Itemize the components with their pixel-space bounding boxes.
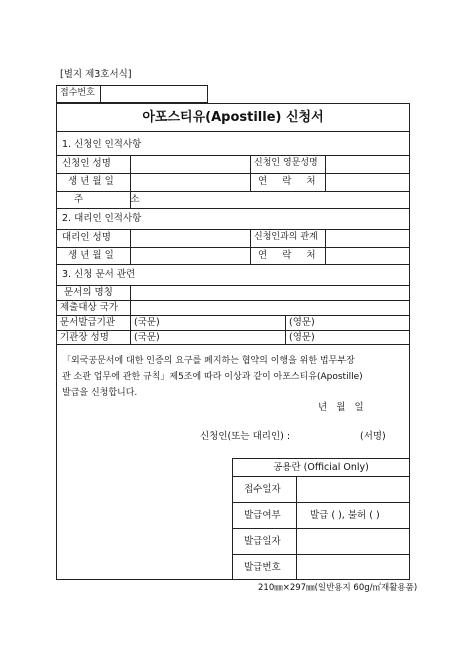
agent-name-field[interactable]	[132, 231, 248, 246]
issuing-agency-kor-field[interactable]	[168, 316, 283, 329]
applicant-birth-field[interactable]	[132, 175, 248, 190]
agent-birth-label: 생 년 월 일	[68, 250, 114, 261]
issue-status-options[interactable]: 발급 ( ), 불허 ( )	[310, 510, 380, 521]
issue-number-label: 발급번호	[244, 562, 281, 573]
target-country-field[interactable]	[132, 301, 408, 314]
official-use-heading: 공용란 (Official Only)	[273, 462, 369, 473]
issue-date-field[interactable]	[298, 530, 408, 552]
target-country-label: 제출대상 국가	[60, 302, 119, 313]
issue-status-label: 발급여부	[244, 510, 281, 521]
applicant-birth-label: 생 년 월 일	[68, 176, 114, 187]
form-title: 아포스티유(Apostille) 신청서	[142, 110, 324, 125]
section1-heading: 1. 신청인 인적사항	[62, 139, 142, 150]
section3-heading: 3. 신청 문서 관련	[62, 269, 136, 280]
applicant-contact-label: 연 락 처	[258, 176, 322, 187]
applicant-eng-name-field[interactable]	[327, 157, 408, 172]
application-date[interactable]: 년 월 일	[318, 402, 364, 413]
applicant-signature-label: 신청인(또는 대리인) :	[200, 431, 291, 442]
document-name-label: 문서의 명칭	[64, 287, 113, 298]
applicant-address-field[interactable]	[132, 193, 408, 208]
agency-head-kor-label: (국문)	[134, 332, 160, 343]
agency-head-eng-label: (영문)	[289, 332, 315, 343]
applicant-signature-field[interactable]	[300, 428, 358, 444]
received-date-label: 접수일자	[244, 484, 281, 495]
applicant-name-field[interactable]	[132, 157, 248, 172]
paper-size-note: 210㎜×297㎜(일반용지 60g/㎡재활용품)	[258, 583, 418, 593]
issuing-agency-label: 문서발급기관	[60, 317, 116, 328]
agent-name-label: 대리인 성명	[62, 232, 111, 243]
issuing-agency-eng-label: (영문)	[289, 317, 315, 328]
receipt-number-label: 접수번호	[60, 88, 95, 98]
receipt-number-field[interactable]	[102, 86, 206, 102]
agency-head-label: 기관장 성명	[60, 332, 109, 343]
statement-line: 「외국공문서에 대한 인증의 요구를 폐지하는 협약의 이행을 위한 법무부장	[62, 356, 355, 366]
agent-contact-label: 연 락 처	[258, 250, 322, 261]
received-date-field[interactable]	[298, 478, 408, 500]
section2-heading: 2. 대리인 인적사항	[62, 213, 142, 224]
applicant-name-label: 신청인 성명	[62, 158, 111, 169]
agent-relation-field[interactable]	[327, 231, 408, 246]
issue-date-label: 발급일자	[244, 536, 281, 547]
agent-relation-label: 신청인과의 관계	[254, 232, 318, 242]
document-name-field[interactable]	[132, 286, 408, 299]
agency-head-kor-field[interactable]	[168, 331, 283, 344]
agent-birth-field[interactable]	[132, 249, 248, 264]
applicant-address-label: 주 소	[74, 194, 162, 205]
statement-line: 관 소관 업무에 관한 규칙」제5조에 따라 이상과 같이 아포스티유(Apostille)	[62, 372, 363, 382]
issuing-agency-kor-label: (국문)	[134, 317, 160, 328]
statement-line: 발급을 신청합니다.	[62, 388, 138, 398]
applicant-contact-field[interactable]	[327, 175, 408, 190]
issuing-agency-eng-field[interactable]	[323, 316, 408, 329]
issue-number-field[interactable]	[298, 556, 408, 578]
agency-head-eng-field[interactable]	[323, 331, 408, 344]
applicant-eng-name-label: 신청인 영문성명	[254, 158, 318, 168]
signature-seal-label: (서명)	[360, 431, 386, 442]
agent-contact-field[interactable]	[327, 249, 408, 264]
form-label: [별지 제3호서식]	[60, 69, 132, 80]
